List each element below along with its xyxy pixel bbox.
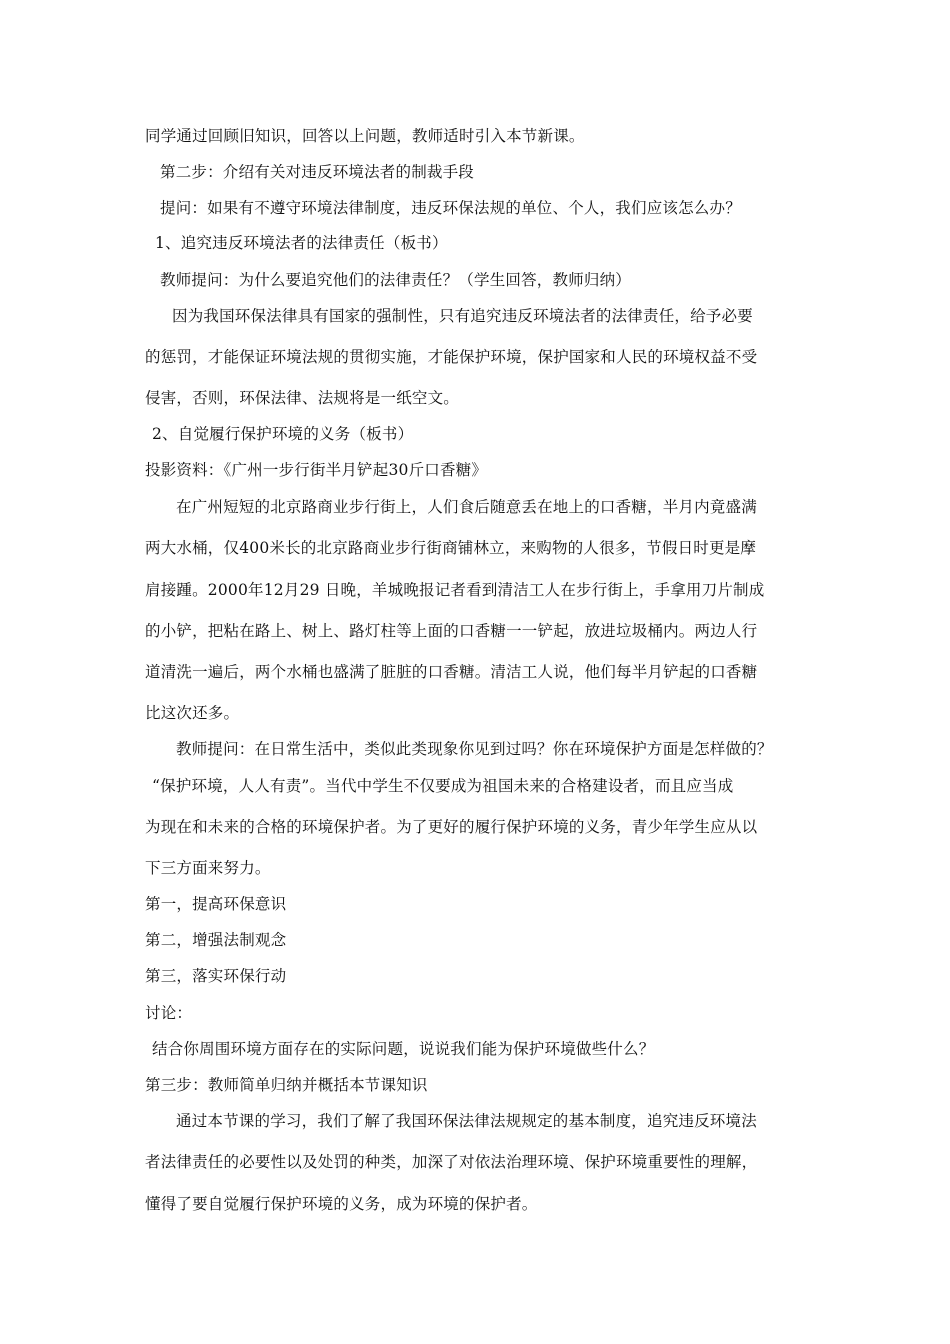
text-line: 为现在和未来的合格的环境保护者。为了更好的履行保护环境的义务，青少年学生应从以 — [145, 818, 758, 836]
text-line: 的惩罚，才能保证环境法规的贯彻实施，才能保护环境，保护国家和人民的环境权益不受 — [145, 348, 758, 366]
text-line: 第二步：介绍有关对违反环境法者的制裁手段 — [160, 163, 475, 181]
text-line: 的小铲，把粘在路上、树上、路灯柱等上面的口香糖一一铲起，放进垃圾桶内。两边人行 — [145, 622, 758, 640]
text-line: 道清洗一遍后，两个水桶也盛满了脏脏的口香糖。清洁工人说，他们每半月铲起的口香糖 — [145, 663, 758, 681]
text-line: 比这次还多。 — [145, 704, 240, 722]
text-line: 第二，增强法制观念 — [145, 931, 287, 949]
text-line: 1、追究违反环境法者的法律责任（板书） — [155, 234, 448, 252]
text-line: 结合你周围环境方面存在的实际问题，说说我们能为保护环境做些什么？ — [152, 1040, 655, 1058]
text-line: 通过本节课的学习，我们了解了我国环保法律法规规定的基本制度，追究违反环境法 — [176, 1112, 757, 1130]
text-line: 2、自觉履行保护环境的义务（板书） — [152, 425, 414, 443]
text-line: 教师提问：为什么要追究他们的法律责任？（学生回答，教师归纳） — [160, 271, 632, 289]
text-line: 讨论： — [145, 1004, 193, 1022]
text-line: 侵害，否则，环保法律、法规将是一纸空文。 — [145, 389, 460, 407]
text-line: 在广州短短的北京路商业步行街上，人们食后随意丢在地上的口香糖，半月内竟盛满 — [176, 498, 757, 516]
text-line: 投影资料：《广州一步行街半月铲起30斤口香糖》 — [145, 461, 488, 479]
text-line: 者法律责任的必要性以及处罚的种类，加深了对依法治理环境、保护环境重要性的理解， — [145, 1153, 758, 1171]
text-line: “保护环境，人人有责”。当代中学生不仅要成为祖国未来的合格建设者，而且应当成 — [152, 777, 734, 795]
text-line: 第三，落实环保行动 — [145, 967, 287, 985]
text-line: 同学通过回顾旧知识，回答以上问题，教师适时引入本节新课。 — [145, 127, 585, 145]
text-line: 教师提问：在日常生活中，类似此类现象你见到过吗？你在环境保护方面是怎样做的？ — [176, 740, 773, 758]
text-line: 因为我国环保法律具有国家的强制性，只有追究违反环境法者的法律责任，给予必要 — [172, 307, 753, 325]
text-line: 肩接踵。2000年12月29 日晚，羊城晚报记者看到清洁工人在步行街上，手拿用刀片制成 — [145, 581, 765, 599]
text-line: 第三步：教师简单归纳并概括本节课知识 — [145, 1076, 428, 1094]
text-line: 下三方面来努力。 — [145, 859, 271, 877]
text-line: 两大水桶，仅400米长的北京路商业步行街商铺林立，来购物的人很多，节假日时更是摩 — [145, 539, 757, 557]
text-line: 懂得了要自觉履行保护环境的义务，成为环境的保护者。 — [145, 1195, 538, 1213]
text-line: 提问：如果有不遵守环境法律制度，违反环保法规的单位、个人，我们应该怎么办？ — [160, 199, 741, 217]
text-line: 第一，提高环保意识 — [145, 895, 287, 913]
